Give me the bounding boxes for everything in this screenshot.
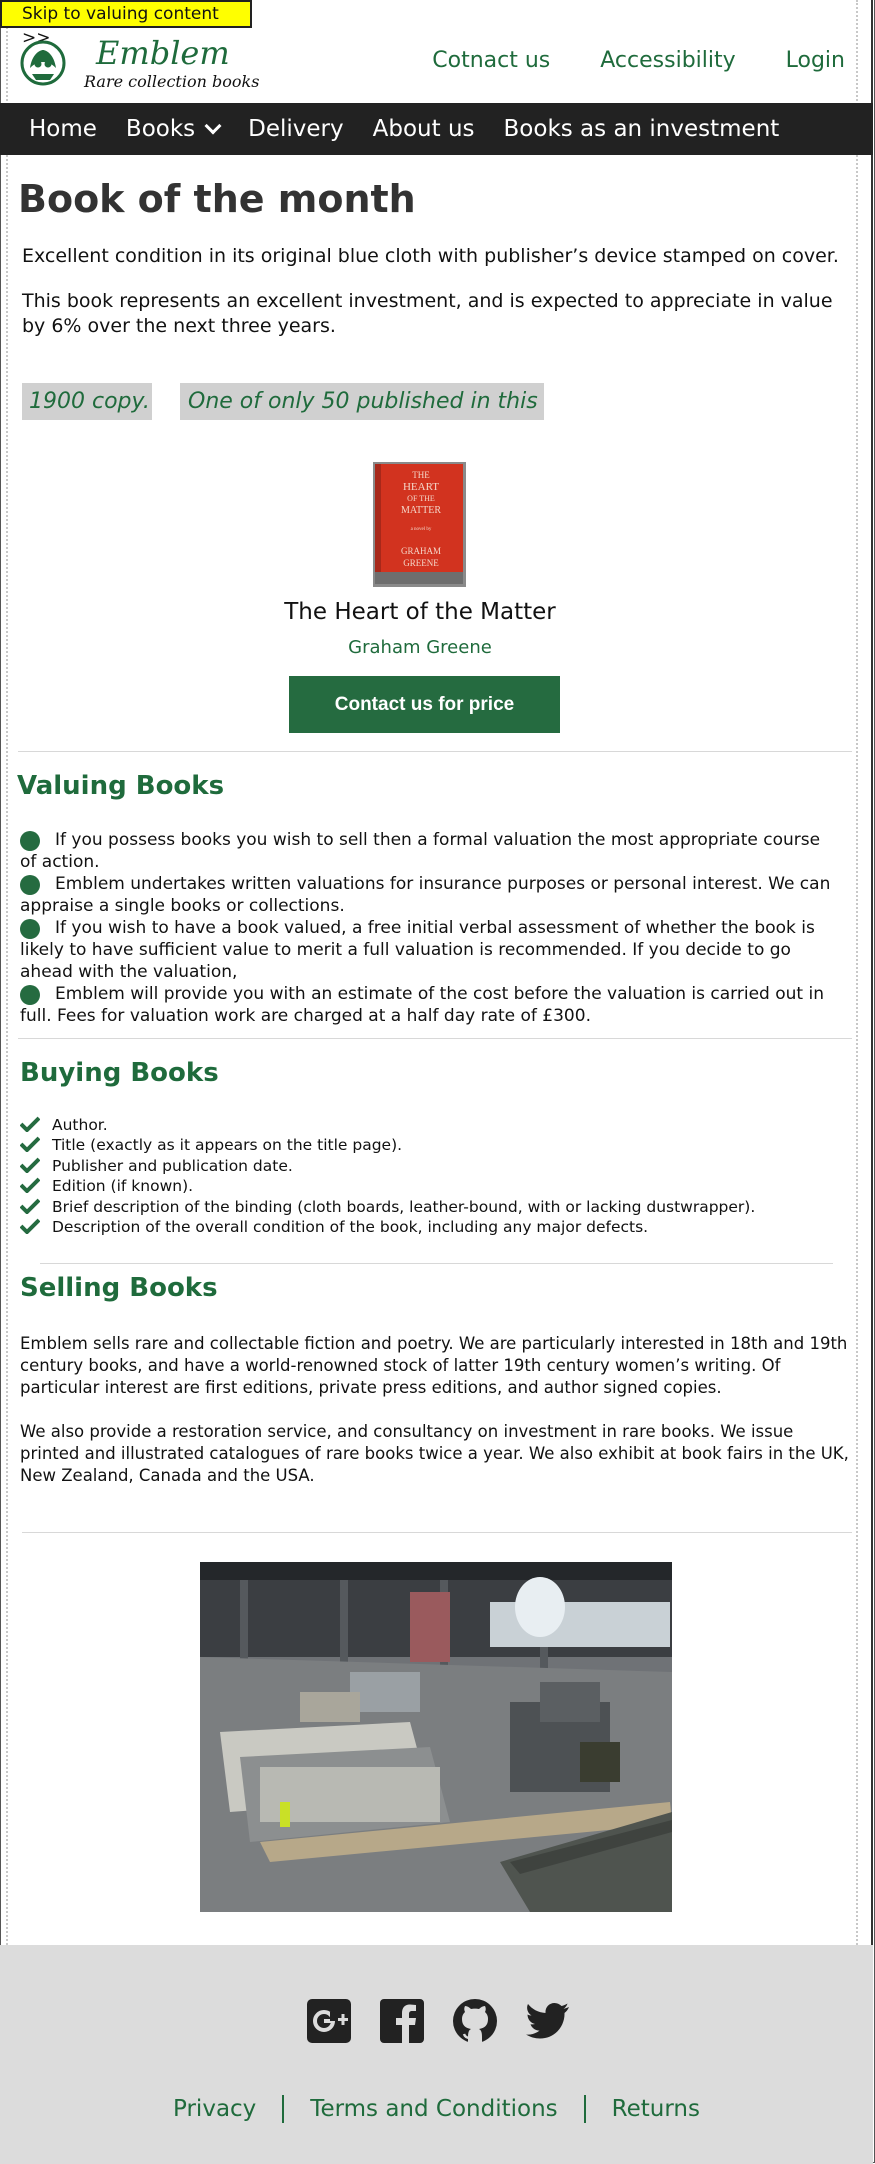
nav-item-investment[interactable] — [504, 116, 780, 142]
utility-links — [382, 48, 845, 73]
valuing-item-text: Emblem will provide you with an estimate of the cost before the valuation is carried out in full. Fees for valuation work are charged at a half day rate of £300. — [20, 984, 824, 1026]
buying-heading: Buying Books — [20, 1058, 219, 1088]
accessibility-link[interactable]: Accessibility — [600, 48, 736, 73]
list-item — [20, 829, 840, 873]
bullet-icon — [20, 985, 40, 1005]
nav-about-label: About us — [372, 116, 475, 142]
nav-home-label: Home — [29, 116, 97, 142]
privacy-link[interactable]: Privacy — [173, 2096, 257, 2122]
google-plus-icon[interactable] — [305, 1997, 353, 2045]
buying-item-text: Title (exactly as it appears on the title page). — [52, 1136, 403, 1155]
bullet-icon — [20, 831, 40, 851]
buying-item-text: Author. — [52, 1116, 108, 1134]
list-item — [20, 1217, 755, 1237]
selling-heading: Selling Books — [20, 1273, 218, 1303]
list-item — [20, 1115, 755, 1135]
book-cover-image — [373, 462, 466, 587]
content-guide-right — [856, 0, 858, 1945]
terms-link[interactable]: Terms and Conditions — [310, 2096, 558, 2122]
check-icon — [20, 1177, 40, 1193]
divider — [40, 1263, 833, 1264]
cover-line-3: OF THE — [407, 494, 435, 503]
link-separator — [584, 2095, 586, 2123]
content-guide-left — [6, 0, 8, 1945]
list-item — [20, 1156, 755, 1176]
nav-item-about[interactable] — [373, 116, 475, 142]
login-link[interactable]: Login — [785, 48, 845, 73]
bullet-icon — [20, 875, 40, 895]
buying-item-text: Description of the overall condition of the book, including any major defects. — [52, 1218, 649, 1237]
valuing-heading: Valuing Books — [17, 771, 225, 801]
contact-link[interactable]: Cotnact us — [432, 48, 551, 73]
contact-for-price-button[interactable]: Contact us for price — [289, 676, 560, 733]
book-title: The Heart of the Matter — [284, 599, 556, 625]
book-author[interactable]: Graham Greene — [348, 637, 492, 658]
bullet-icon — [20, 919, 40, 939]
github-icon[interactable] — [451, 1997, 499, 2045]
nav-delivery-label: Delivery — [248, 116, 344, 142]
cover-line-1: THE — [412, 470, 430, 480]
logo-tagline: Rare collection books — [84, 72, 260, 91]
logo-emblem-icon[interactable] — [20, 40, 66, 86]
buying-item-text: Brief description of the binding (cloth boards, leather-bound, with or lacking dustwrapper). — [52, 1197, 756, 1216]
valuing-item-text: If you wish to have a book valued, a free initial verbal assessment of whether the book is likely to have sufficient value to merit a full valuation is recommended. If you decide to go ahead with the valuation, — [20, 918, 815, 982]
cover-line-7: GREENE — [403, 558, 439, 568]
list-item — [20, 1135, 755, 1155]
buying-item-text: Edition (if known). — [52, 1177, 194, 1196]
list-item — [20, 1176, 755, 1196]
nav-item-delivery[interactable] — [248, 116, 343, 142]
nav-investment-label: Books as an investment — [503, 116, 780, 142]
selling-text-1: Emblem sells rare and collectable fiction and poetry. We are particularly interested in 18th and 19th century books, and have a world-renowned stock of latter 19th century women’s writing. Of particular interest are first editions, private press editions, and author signed copies. — [20, 1334, 848, 1397]
valuing-list — [20, 829, 840, 1027]
cover-line-5: a novel by — [410, 527, 432, 532]
window-edge — [871, 0, 873, 2164]
skip-link[interactable]: Skip to valuing content >> — [0, 0, 252, 28]
main-nav — [0, 103, 873, 155]
link-separator — [282, 2095, 284, 2123]
site-footer — [0, 1945, 873, 2164]
list-item — [20, 873, 840, 917]
check-icon — [20, 1157, 40, 1173]
warehouse-photo — [200, 1562, 672, 1912]
divider — [18, 1038, 852, 1039]
check-icon — [20, 1198, 40, 1214]
valuing-item-text: Emblem undertakes written valuations for insurance purposes or personal interest. We can appraise a single books or collections. — [20, 874, 831, 916]
buying-item-text: Publisher and publication date. — [52, 1156, 293, 1175]
list-item — [20, 1197, 755, 1217]
divider — [22, 1532, 852, 1533]
check-icon — [20, 1136, 40, 1152]
cover-line-6: GRAHAM — [400, 546, 442, 556]
site-header — [0, 28, 873, 103]
list-item — [20, 983, 840, 1027]
facebook-icon[interactable] — [378, 1997, 426, 2045]
check-icon — [20, 1116, 40, 1132]
edition-tag-year: 1900 copy. — [22, 383, 152, 420]
book-condition-text: Excellent condition in its original blue cloth with publisher’s device stamped on cover. — [22, 245, 839, 267]
selling-text-2: We also provide a restoration service, and consultancy on investment in rare books. We issue printed and illustrated catalogues of rare books twice a year. We also exhibit at book fairs in the UK, New Zealand, Canada and the USA. — [20, 1422, 849, 1485]
nav-books-label: Books — [125, 116, 196, 142]
cover-line-2: HEART — [402, 481, 440, 493]
list-item — [20, 917, 840, 983]
divider — [18, 751, 852, 752]
book-investment-text: This book represents an excellent investment, and is expected to appreciate in value by 6% over the next three years. — [22, 290, 833, 337]
chevron-down-icon — [205, 118, 222, 135]
valuing-item-text: If you possess books you wish to sell then a formal valuation the most appropriate course of action. — [20, 830, 821, 872]
returns-link[interactable]: Returns — [611, 2096, 700, 2122]
cover-line-4: MATTER — [401, 505, 441, 516]
logo-name[interactable]: Emblem — [96, 34, 230, 72]
page-title: Book of the month — [18, 177, 416, 221]
footer-links — [0, 2095, 873, 2123]
nav-item-home[interactable] — [29, 116, 97, 142]
check-icon — [20, 1218, 40, 1234]
nav-item-books[interactable] — [126, 116, 219, 142]
buying-checklist — [20, 1115, 755, 1237]
edition-tag-count: One of only 50 published in this — [180, 383, 544, 420]
twitter-icon[interactable] — [524, 1997, 572, 2045]
